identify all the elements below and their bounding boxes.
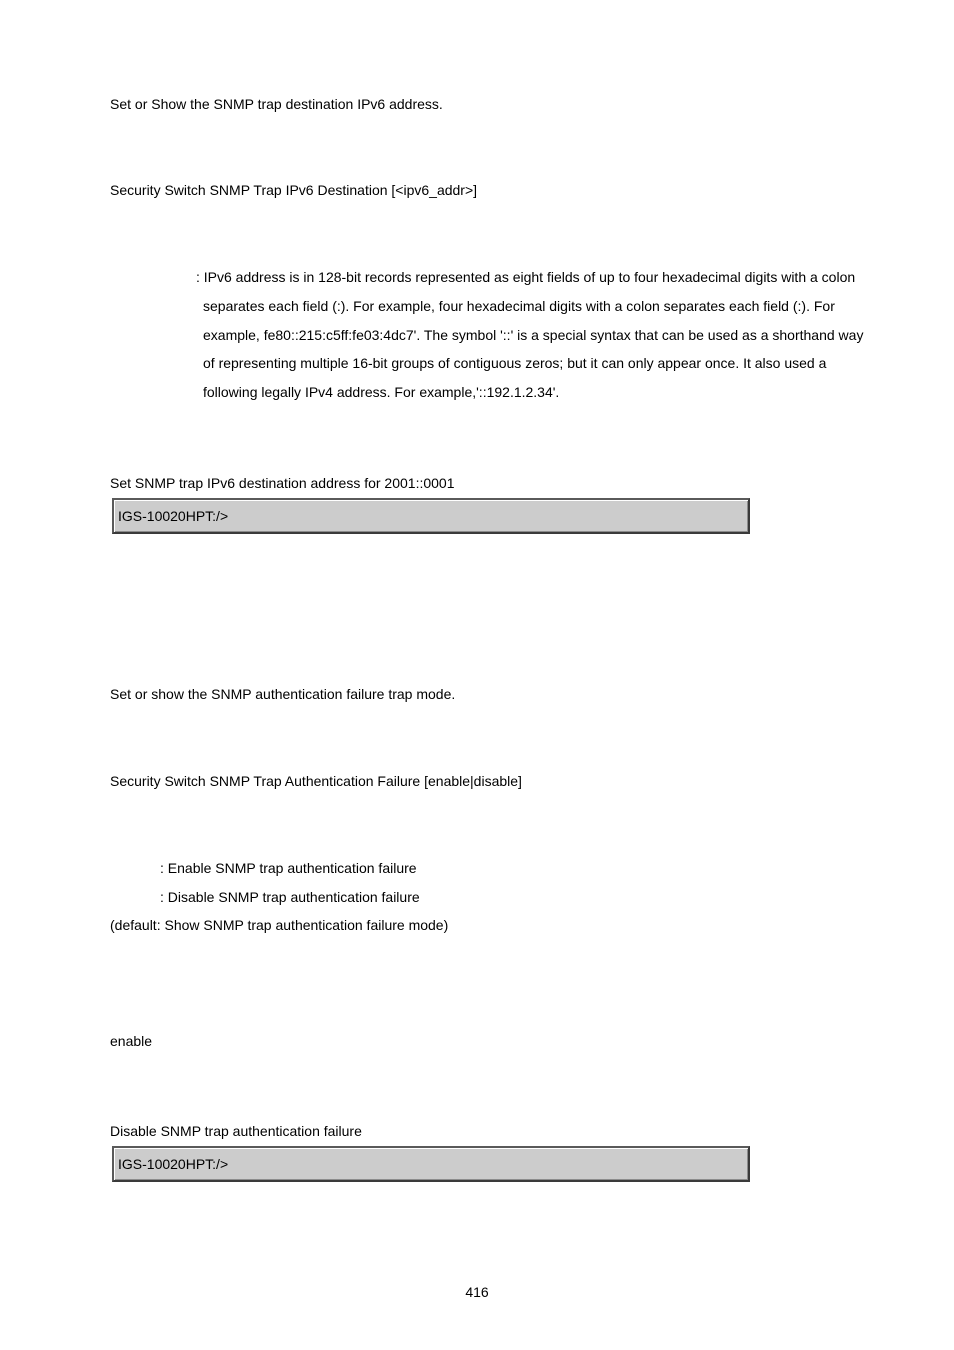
section2-example-label: Disable SNMP trap authentication failure [110, 1123, 362, 1139]
param-line: of representing multiple 16-bit groups of contiguous zeros; but it can only appear once. It also used a [203, 355, 827, 371]
section1-example-label: Set SNMP trap IPv6 destination address for 2001::0001 [110, 475, 455, 491]
section2-syntax: Security Switch SNMP Trap Authentication Failure [enable|disable] [110, 773, 522, 789]
command-prompt: IGS-10020HPT:/> [118, 1156, 229, 1172]
section2-description: Set or show the SNMP authentication failure trap mode. [110, 686, 456, 702]
param-line: example, fe80::215:c5ff:fe03:4dc7'. The symbol '::' is a special syntax that can be used as a shorthand way [203, 327, 864, 343]
section1-syntax: Security Switch SNMP Trap IPv6 Destination [<ipv6_addr>] [110, 182, 478, 198]
section1-description: Set or Show the SNMP trap destination IPv6 address. [110, 96, 443, 112]
page-number: 416 [465, 1284, 489, 1300]
default-note: (default: Show SNMP trap authentication failure mode) [110, 917, 449, 933]
default-value: enable [110, 1033, 153, 1049]
command-prompt: IGS-10020HPT:/> [118, 508, 229, 524]
param-enable-description: : Enable SNMP trap authentication failure [160, 860, 417, 876]
param-line: following legally IPv4 address. For example,'::192.1.2.34'. [203, 384, 560, 400]
param-line: separates each field (:). For example, four hexadecimal digits with a colon separates each field (:). For [203, 298, 835, 314]
section2-command-box [112, 1146, 750, 1182]
section1-command-box [112, 498, 750, 534]
param-disable-description: : Disable SNMP trap authentication failure [160, 889, 420, 905]
param-line: : IPv6 address is in 128-bit records represented as eight fields of up to four hexadecimal digits with a colon [196, 269, 856, 285]
